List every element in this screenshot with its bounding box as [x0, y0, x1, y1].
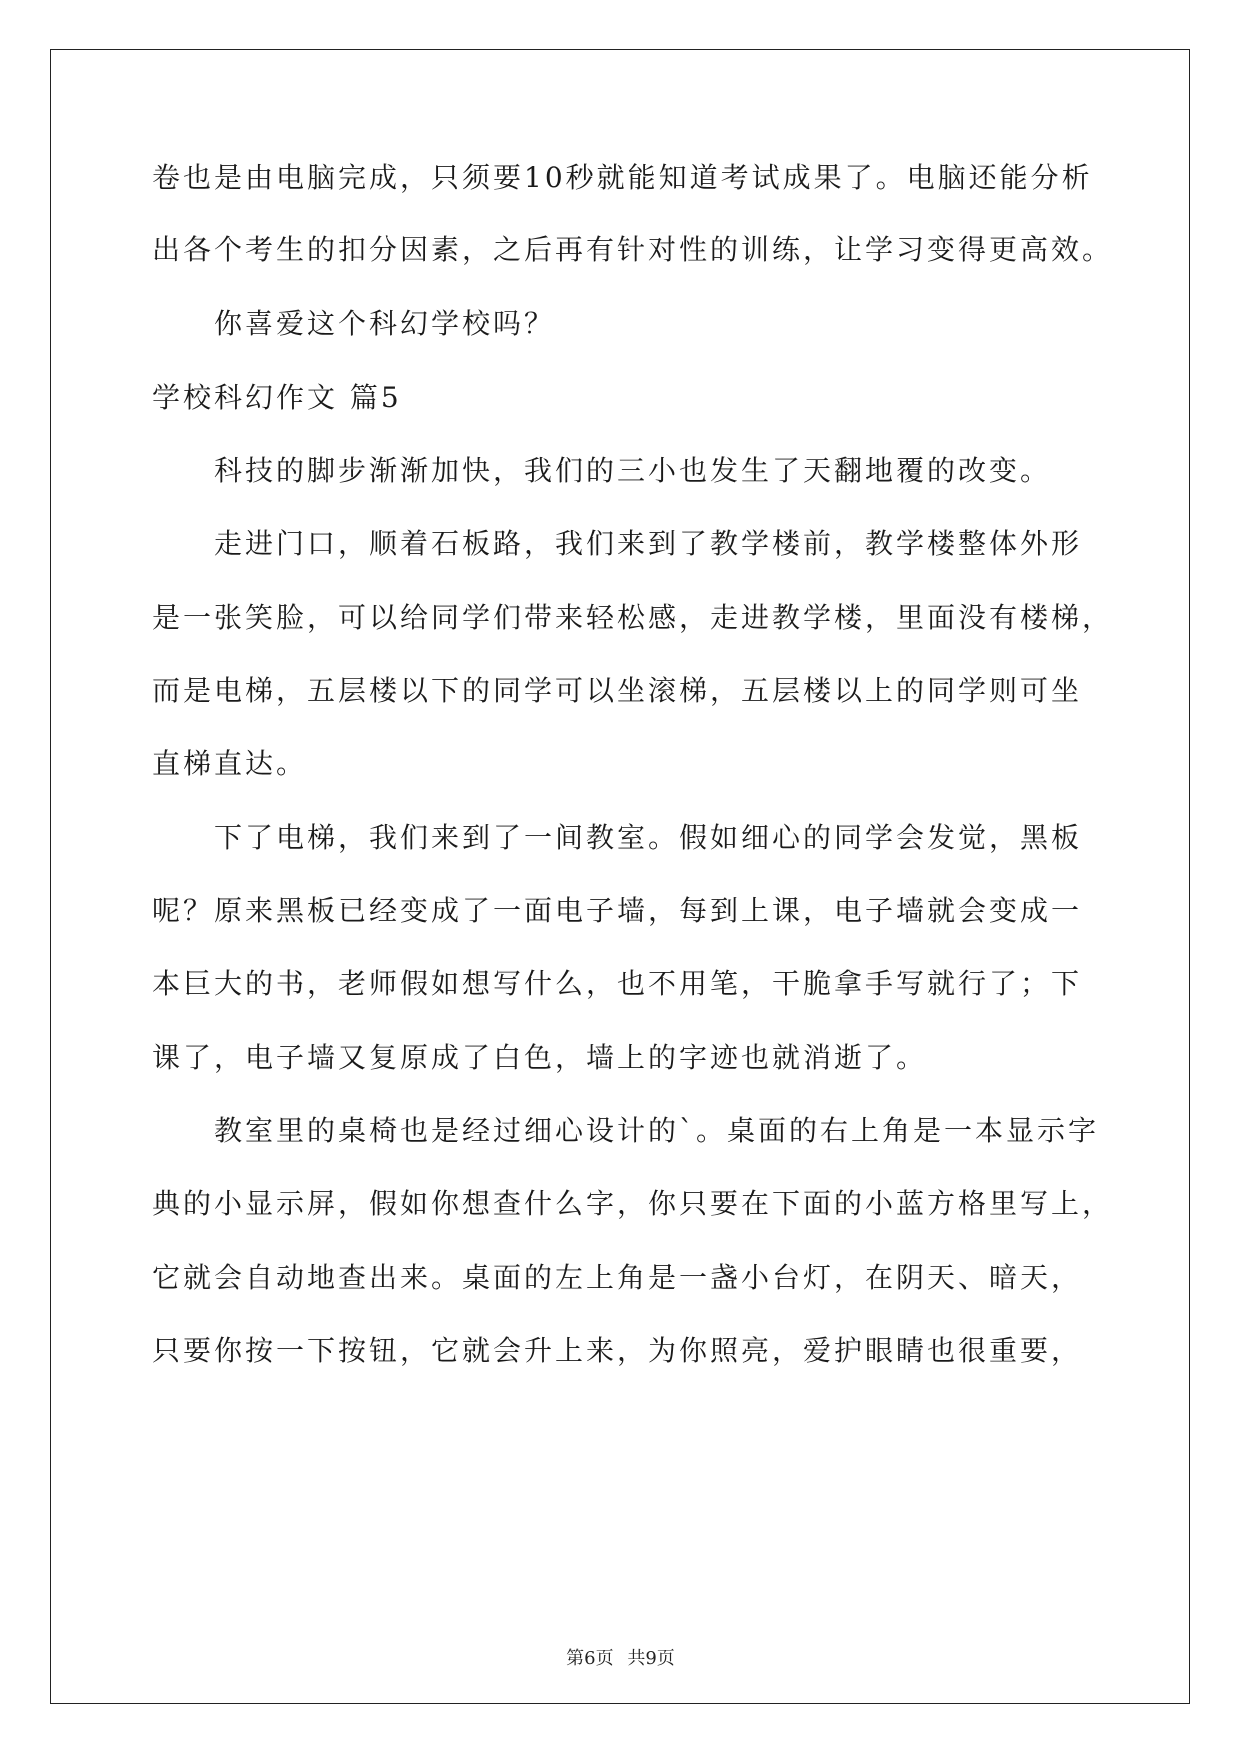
- page-number: 第6页: [566, 1648, 614, 1669]
- page-border: [50, 49, 1190, 1704]
- page-total: 共9页: [627, 1648, 675, 1669]
- text-line: 直梯直达。: [152, 747, 308, 780]
- text-line: 呢？原来黑板已经变成了一面电子墙，每到上课，电子墙就会变成一: [152, 894, 1083, 927]
- text-line: 本巨大的书，老师假如想写什么，也不用笔，干脆拿手写就行了；下: [152, 967, 1083, 1000]
- text-line: 它就会自动地查出来。桌面的左上角是一盏小台灯，在阴天、暗天，: [152, 1261, 1083, 1294]
- text-line: 典的小显示屏，假如你想查什么字，你只要在下面的小蓝方格里写上，: [152, 1187, 1114, 1220]
- text-line: 走进门口，顺着石板路，我们来到了教学楼前，教学楼整体外形: [214, 527, 1083, 560]
- text-line: 只要你按一下按钮，它就会升上来，为你照亮，爱护眼睛也很重要，: [152, 1334, 1083, 1367]
- section-heading: 学校科幻作文 篇5: [152, 381, 402, 414]
- text-line: 卷也是由电脑完成，只须要10秒就能知道考试成果了。电脑还能分析: [152, 161, 1093, 194]
- text-line: 下了电梯，我们来到了一间教室。假如细心的同学会发觉，黑板: [214, 821, 1083, 854]
- page-footer: [0, 1644, 1241, 1670]
- text-line: 课了，电子墙又复原成了白色，墙上的字迹也就消逝了。: [152, 1041, 928, 1074]
- text-line: 教室里的桌椅也是经过细心设计的`。桌面的右上角是一本显示字: [214, 1114, 1100, 1147]
- text-line: 科技的脚步渐渐加快，我们的三小也发生了天翻地覆的改变。: [214, 454, 1052, 487]
- text-line: 而是电梯，五层楼以下的同学可以坐滚梯，五层楼以上的同学则可坐: [152, 674, 1083, 707]
- text-line: 你喜爱这个科幻学校吗？: [214, 307, 556, 340]
- text-line: 出各个考生的扣分因素，之后再有针对性的训练，让学习变得更高效。: [152, 233, 1114, 266]
- text-line: 是一张笑脸，可以给同学们带来轻松感，走进教学楼，里面没有楼梯，: [152, 601, 1114, 634]
